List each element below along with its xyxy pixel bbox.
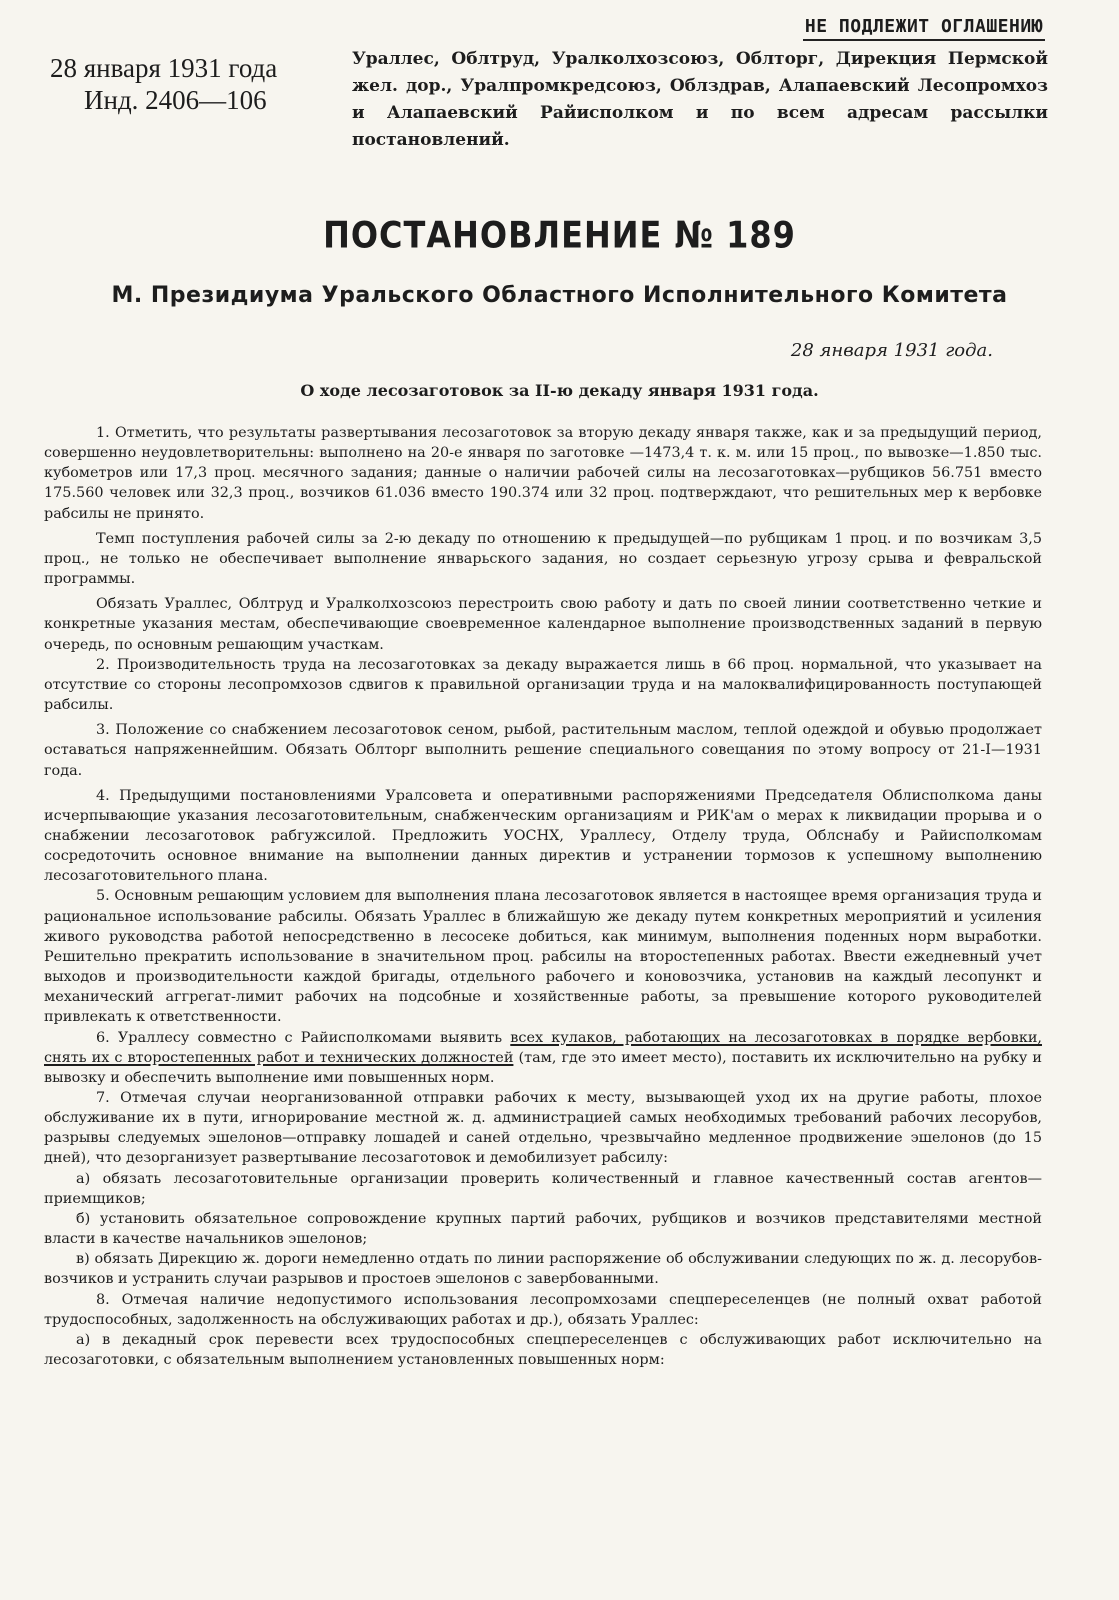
header-date: 28 января 1931 года bbox=[50, 53, 278, 83]
resolution-body bbox=[44, 423, 1042, 1370]
date-index-block bbox=[50, 52, 340, 116]
addressee-list: Ураллес, Облтруд, Уралколхозсоюз, Облторг, Дирекция Пермской жел. дор., Уралпромкредсоюз, Облздрав, Алапаевский Лесопромхоз и Алапаевский Райисполком и по всем адресам рассылки постановлений. bbox=[352, 49, 1048, 150]
paragraph-7-a: а) обязать лесозаготовительные организации проверить количественный и главное качественный состав агентов—приемщиков; bbox=[44, 1170, 1042, 1207]
paragraph-1-b: Темп поступления рабочей силы за 2-ю декаду по отношению к предыдущей—по рубщикам 1 проц. и по возчикам 3,5 проц., не только не обеспечивает выполнение январьского задания, но создает серьезную угрозу срыва и февральской программы. bbox=[44, 530, 1042, 588]
paragraph-3: 3. Положение со снабжением лесозаготовок сеном, рыбой, растительным маслом, теплой одеждой и обувью продолжает оставаться напряженнейшим. Обязать Облторг выполнить решение специального совещания по этому вопросу от 21-I—1931 года. bbox=[44, 722, 1042, 779]
paragraph-1-c: Обязать Ураллес, Облтруд и Уралколхозсоюз перестроить свою работу и дать по своей линии соответственно четкие и конкретные указания местам, обеспечивающие своевременное календарное выполнение производственных заданий в первую очередь, по основным решающим участкам. bbox=[44, 596, 1042, 653]
paragraph-4: 4. Предыдущими постановлениями Уралсовета и оперативными распоряжениями Председателя Облисполкома даны исчерпывающие указания лесозаготовительным, снабженческим организациям и РИК'ам о мерах к ликвидации прорыва и о снабжении лесозаготовок рабгужсилой. Предложить УОСНХ, Ураллесу, Отделу труда, Облснабу и Райисполкомам сосредоточить основное внимание на выполнении данных директив и устранении тормозов к успешному выполнению лесозаготовительного плана. bbox=[44, 787, 1042, 885]
document-subtitle: М. Президиума Уральского Областного Исполнительного Комитета bbox=[111, 283, 1008, 308]
document-date: 28 января 1931 года. bbox=[790, 340, 993, 361]
header-index: Инд. 2406—106 bbox=[84, 85, 267, 115]
paragraph-6 bbox=[44, 1028, 1042, 1088]
paragraph-6-start: 6. Ураллесу совместно с Райисполкомами выявить bbox=[96, 1029, 511, 1046]
paragraph-8-a: а) в декадный срок перевести всех трудоспособных спецпереселенцев с обслуживающих работ исключительно на лесозаготовки, с обязательным выполнением установленных повышенных норм: bbox=[44, 1331, 1042, 1369]
paragraph-2: 2. Производительность труда на лесозаготовках за декаду выражается лишь в 66 проц. нормальной, что указывает на отсутствие со стороны лесопромхозов сдвигов к правильной организации труда и на малоквалифицированность поступающей рабсилы. bbox=[44, 656, 1042, 714]
document-title: ПОСТАНОВЛЕНИЕ № 189 bbox=[323, 213, 796, 257]
paragraph-5: 5. Основным решающим условием для выполнения плана лесозаготовок является в настоящее время организация труда и рациональное использование рабсилы. Обязать Ураллес в ближайшую же декаду путем конкретных мероприятий и усиления живого руководства работой непосредственно в лесосеке добиться, как минимум, выполнения поденных норм выработки. Решительно прекратить использование в значительном проц. рабсилы на второстепенных работах. Ввести ежедневный учет выходов и производительности каждой бригады, отдельного рабочего и коновозчика, установив на каждый лесопункт и механический аггрегат-лимит рабочих на подсобные и хозяйственные работы, за превышение которого руководителей привлекать к ответственности. bbox=[44, 888, 1042, 1026]
paragraph-7-c: в) обязать Дирекцию ж. дороги немедленно отдать по линии распоряжение об обслуживании следующих по ж. д. лесорубов-возчиков и устранить случаи разрывов и простоев эшелонов с завербованными. bbox=[44, 1251, 1042, 1288]
paragraph-8: 8. Отмечая наличие недопустимого использования лесопромхозами спецпереселенцев (не полный охват работой трудоспособных, задолженность на обслуживающих работах и др.), обязать Ураллес: bbox=[44, 1291, 1042, 1328]
paragraph-6-underlined: всех кулаков, работающих на лесозаготовках в порядке вербовки, снять их с второстепенных работ и технических должностей bbox=[44, 1029, 1042, 1066]
paragraph-7-b: б) установить обязательное сопровождение крупных партий рабочих, рубщиков и возчиков представителями местной власти в качестве начальников эшелонов; bbox=[44, 1210, 1042, 1248]
paragraph-6-end: (там, где это имеет место), поставить их исключительно на рубку и вывозку и обеспечить выполнение ими повышенных норм. bbox=[44, 1049, 1042, 1086]
resolution-heading: О ходе лесозаготовок за II-ю декаду января 1931 года. bbox=[300, 381, 819, 400]
secrecy-stamp: НЕ ПОДЛЕЖИТ ОГЛАШЕНИЮ bbox=[803, 16, 1045, 41]
paragraph-7: 7. Отмечая случаи неорганизованной отправки рабочих к месту, вызывающей уход их на другие работы, плохое обслуживание их в пути, игнорирование местной ж. д. администрацией самых необходимых требований рабочих лесорубов, разрывы следуемых эшелонов—отправку лошадей и саней отдельно, чрезвычайно медленное продвижение эшелонов (до 15 дней), что дезорганизует развертывание лесозаготовок и демобилизует рабсилу: bbox=[44, 1090, 1042, 1167]
paragraph-1: 1. Отметить, что результаты развертывания лесозаготовок за вторую декаду января также, как и за предыдущий период, совершенно неудовлетворительны: выполнено на 20-е января по заготовке —1473,4 т. к. м. или 15 проц., по вывозке—1.850 тыс. кубометров или 17,3 проц. месячного задания; данные о наличии рабочей силы на лесозаготовках—рубщиков 56.751 вместо 175.560 человек или 32,3 проц., возчиков 61.036 вместо 190.374 или 32 проц. подтверждают, что решительных мер к вербовке рабсилы не принято. bbox=[44, 425, 1042, 522]
